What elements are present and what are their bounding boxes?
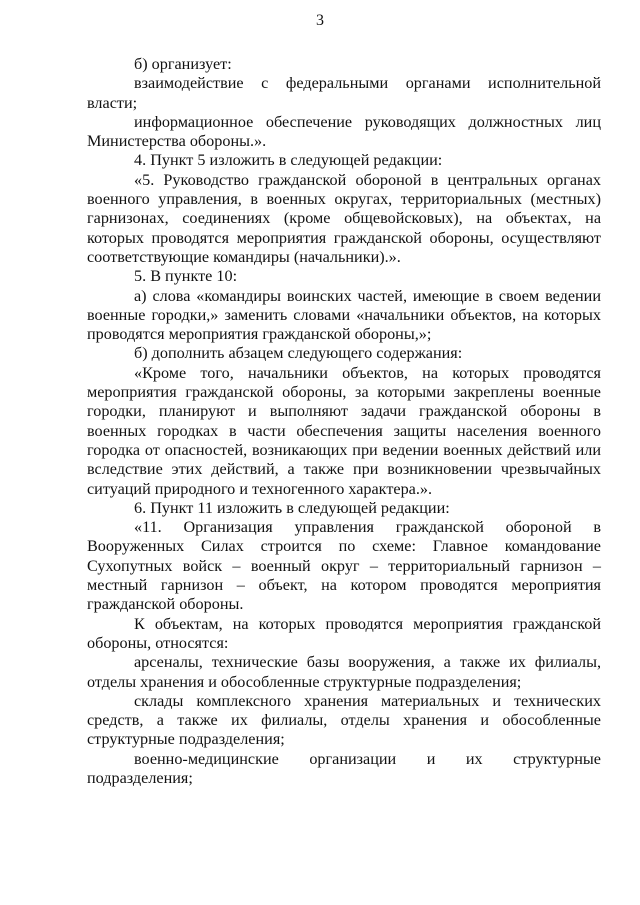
paragraph: «Кроме того, начальники объектов, на которых проводятся мероприятия гражданской обороны, за которыми закреплены военные городки, планируют и выполняют задачи гражданской обороны в военных городках в части обеспечения защиты населения военного городка от опасностей, возникающих при ведении военных действий или вследствие этих действий, а также при возникновении чрезвычайных ситуаций природного и техногенного характера.». — [87, 363, 601, 498]
paragraph: «11. Организация управления гражданской обороной в Вооруженных Силах строится по схеме: Главное командование Сухопутных войск – военный округ – территориальный гарнизон – местный гарнизон – объект, на котором проводятся мероприятия гражданской обороны. — [87, 518, 601, 614]
paragraph: взаимодействие с федеральными органами исполнительной власти; — [87, 74, 601, 112]
paragraph: склады комплексного хранения материальных и технических средств, а также их филиалы, отделы хранения и обособленные структурные подразделения; — [87, 691, 601, 749]
paragraph: арсеналы, технические базы вооружения, а также их филиалы, отделы хранения и обособленные структурные подразделения; — [87, 653, 601, 691]
page-number: 3 — [316, 12, 324, 29]
paragraph: 4. Пункт 5 изложить в следующей редакции: — [134, 151, 443, 170]
paragraph: а) слова «командиры воинских частей, имеющие в своем ведении военные городки,» заменить словами «начальники объектов, на которых проводятся мероприятия гражданской обороны,»; — [87, 286, 601, 344]
paragraph: информационное обеспечение руководящих должностных лиц Министерства обороны.». — [87, 112, 601, 151]
paragraph: «5. Руководство гражданской обороной в центральных органах военного управления, в военных округах, территориальных (местных) гарнизонах, соединениях (кроме общевойсковых), на объектах, на которых проводятся мероприятия гражданской обороны, осуществляют соответствующие командиры (начальники).». — [87, 170, 601, 266]
paragraph: К объектам, на которых проводятся мероприятия гражданской обороны, относятся: — [87, 614, 601, 652]
paragraph: б) организует: — [134, 55, 232, 73]
paragraph: 6. Пункт 11 изложить в следующей редакции: — [134, 498, 450, 517]
paragraph: военно-медицинские организации и их структурные подразделения; — [87, 749, 601, 787]
document-body — [87, 55, 601, 788]
paragraph: б) дополнить абзацем следующего содержания: — [134, 344, 463, 363]
paragraph: 5. В пункте 10: — [134, 267, 238, 286]
